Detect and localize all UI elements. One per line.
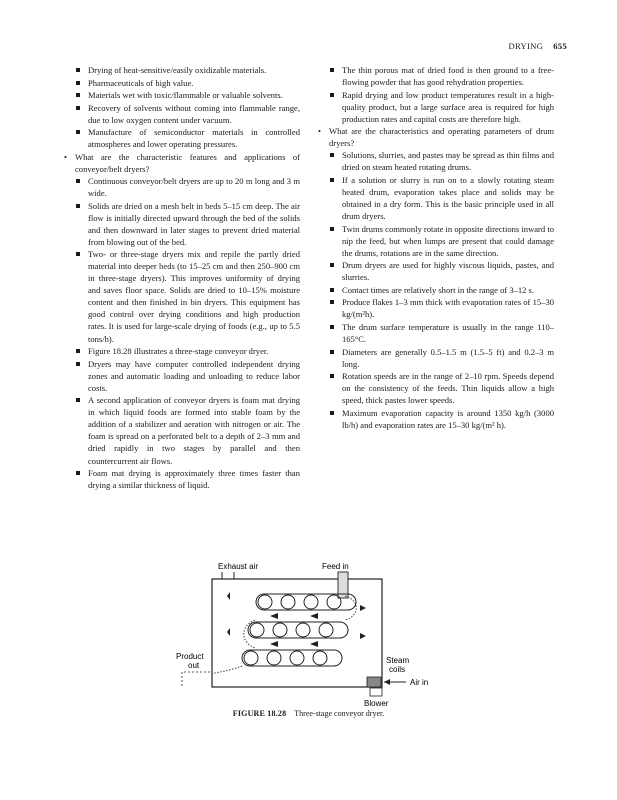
list-item: If a solution or slurry is run on to a slowly rotating steam heated drum, evaporation takes place and solids may be obtained in a dry form. This is the basic principle used in all drum dryers. — [318, 174, 554, 222]
question-bullet: • What are the characteristics and operating parameters of drum dryers? — [318, 125, 554, 149]
page-number: 655 — [553, 41, 567, 51]
list-item: The drum surface temperature is usually in the range 110–165°C. — [318, 321, 554, 345]
product-outlet — [182, 672, 210, 686]
list-item: Solids are dried on a mesh belt in beds 5–15 cm deep. The air flow is initially directed upward through the bed of the solids and then downward in later stages to prevent dried material from blowing out of the bed. — [64, 200, 300, 248]
left-column — [64, 64, 300, 492]
list-item: Twin drums commonly rotate in opposite directions inward to nip the feed, but when lumps are present that could damage the drums, rotations are in the same direction. — [318, 223, 554, 259]
question-bullet: • What are the characteristic features and applications of conveyor/belt dryers? — [64, 151, 300, 175]
list-item: Manufacture of semiconductor materials in controlled atmospheres and lower operating pressures. — [64, 126, 300, 150]
label-air-in: Air in — [410, 678, 429, 687]
label-steam: Steam — [386, 656, 410, 665]
list-item: Dryers may have computer controlled independent drying zones and automatic loading and unloading to reduce labor costs. — [64, 358, 300, 394]
steam-coils — [367, 677, 381, 687]
label-out: out — [188, 661, 200, 670]
list-item: The thin porous mat of dried food is then ground to a free-flowing powder that has good rehydration properties. — [318, 64, 554, 88]
list-item: Solutions, slurries, and pastes may be spread as thin films and dried on steam heated rotating drums. — [318, 149, 554, 173]
list-item: Rotation speeds are in the range of 2–10 rpm. Speeds depend on the consistency of the feeds. Thin liquids allow a high speed, thick pastes lower speeds. — [318, 370, 554, 406]
label-feed-in: Feed in — [322, 562, 349, 571]
list-item: Materials wet with toxic/flammable or valuable solvents. — [64, 89, 300, 101]
belt-rollers — [244, 595, 341, 665]
list-item: Produce flakes 1–3 mm thick with evaporation rates of 15–30 kg/(m²h). — [318, 296, 554, 320]
figure-caption — [0, 709, 617, 718]
list-item: Foam mat drying is approximately three times faster than drying a similar thickness of liquid. — [64, 467, 300, 491]
running-header-title: DRYING — [508, 41, 544, 51]
list-item: Maximum evaporation capacity is around 1350 kg/h (3000 lb/h) and evaporation rates are 15–30 kg/(m² h). — [318, 407, 554, 431]
figure-caption-text: Three-stage conveyor dryer. — [294, 709, 385, 718]
list-item: Contact times are relatively short in the range of 3–12 s. — [318, 284, 554, 296]
list-item: Rapid drying and low product temperatures result in a high-quality product, but a large surface area is required for high production rates and capital costs are therefore high. — [318, 89, 554, 125]
list-item: Two- or three-stage dryers mix and repile the partly dried material into deeper beds (to 15–25 cm and then 250–900 cm in three-stage dryers). This improves uniformity of drying and saves floor space. Solids are dried to 10–15% moisture content and then finished in bin dryers. This equipment has good control over drying conditions and high production rates. It is used for large-scale drying of foods (e.g., up to 5.5 tons/h). — [64, 248, 300, 344]
label-blower: Blower — [364, 699, 389, 708]
label-exhaust-air: Exhaust air — [218, 562, 259, 571]
conveyor-dryer-diagram — [170, 560, 470, 710]
blower-box — [370, 688, 382, 696]
figure-caption-label: FIGURE 18.28 — [232, 709, 287, 718]
list-item: Diameters are generally 0.5–1.5 m (1.5–5 ft) and 0.2–3 m long. — [318, 346, 554, 370]
right-column — [318, 64, 554, 431]
list-item: Drum dryers are used for highly viscous liquids, pastes, and slurries. — [318, 259, 554, 283]
list-item: A second application of conveyor dryers is foam mat drying in which liquid foods are formed into stable foam by the addition of a stabilizer and aeration with nitrogen or air. The foam is spread on a perforated belt to a depth of 2–3 mm and dried rapidly in two stages by parallel and then countercurrent air flows. — [64, 394, 300, 466]
exhaust-duct — [222, 572, 234, 579]
label-coils: coils — [389, 665, 406, 674]
list-item: Continuous conveyor/belt dryers are up to 20 m long and 3 m wide. — [64, 175, 300, 199]
list-item: Drying of heat-sensitive/easily oxidizable materials. — [64, 64, 300, 76]
list-item: Recovery of solvents without coming into flammable range, due to low oxygen content under vacuum. — [64, 102, 300, 126]
list-item: Figure 18.28 illustrates a three-stage conveyor dryer. — [64, 345, 300, 357]
running-header — [508, 41, 567, 51]
list-item: Pharmaceuticals of high value. — [64, 77, 300, 89]
product-path — [210, 596, 356, 674]
air-flow-arrows — [227, 592, 366, 647]
label-product: Product — [176, 652, 204, 661]
